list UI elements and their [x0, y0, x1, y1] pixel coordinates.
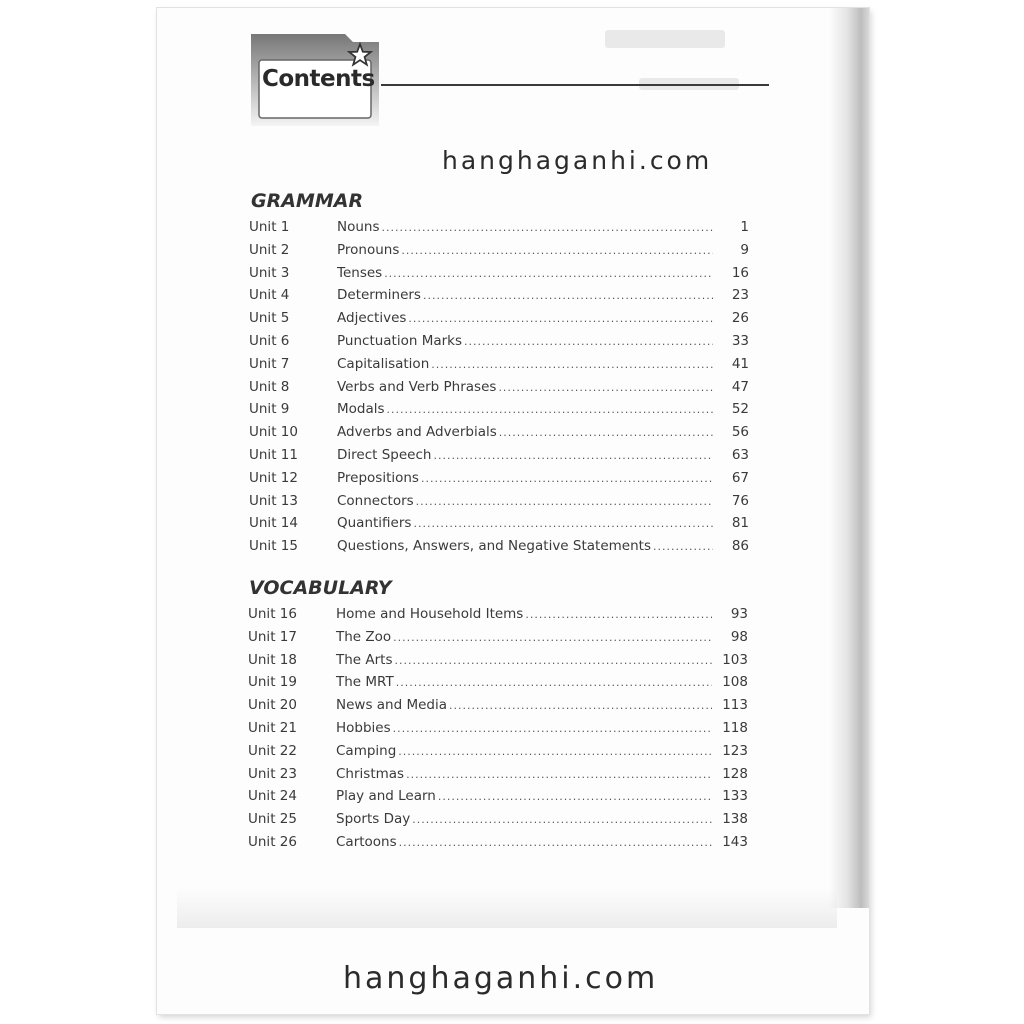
dot-leader	[396, 676, 712, 689]
toc-entry-title: News and Media	[336, 697, 448, 714]
toc-page-number: 118	[722, 719, 748, 736]
section-heading-grammar: GRAMMAR	[251, 190, 364, 212]
toc-unit-label: Unit 16	[248, 606, 297, 622]
grammar-toc-list	[249, 219, 749, 561]
toc-page-number: 1	[740, 219, 749, 235]
watermark-top: hanghaganhi.com	[442, 146, 713, 175]
toc-unit-label: Unit 6	[249, 332, 290, 349]
toc-entry	[248, 743, 748, 766]
dot-leader	[431, 358, 713, 371]
toc-entry-title: Adverbs and Adverbials	[337, 424, 497, 441]
toc-entry-title: Quantifiers	[337, 515, 412, 532]
toc-page-number: 33	[731, 332, 749, 349]
toc-unit-label: Unit 24	[248, 788, 297, 805]
toc-unit-label: Unit 18	[248, 651, 297, 668]
toc-entry	[248, 766, 748, 789]
toc-unit-label: Unit 11	[249, 446, 298, 463]
toc-page-number: 113	[722, 697, 748, 714]
toc-page-number: 23	[731, 287, 749, 304]
toc-unit-label: Unit 23	[248, 765, 297, 782]
star-icon	[347, 42, 373, 68]
toc-entry-title: Camping	[336, 742, 397, 759]
toc-unit-label: Unit 10	[249, 424, 298, 441]
toc-entry	[249, 265, 749, 288]
toc-entry-title: Cartoons	[336, 833, 397, 850]
dot-leader	[406, 768, 712, 781]
dot-leader	[408, 312, 713, 325]
toc-entry	[249, 219, 749, 242]
toc-entry	[248, 674, 748, 697]
dot-leader	[393, 722, 712, 735]
toc-entry-title: Pronouns	[337, 241, 400, 258]
toc-entry	[248, 834, 748, 857]
toc-page-number: 86	[731, 538, 749, 555]
toc-page-number: 108	[722, 674, 748, 691]
toc-entry-title: Modals	[337, 401, 385, 418]
toc-unit-label: Unit 25	[248, 811, 297, 828]
toc-entry	[249, 538, 749, 561]
toc-page-number: 143	[722, 833, 748, 850]
toc-page-number: 52	[731, 401, 749, 418]
scan-shadow-edge	[829, 8, 869, 908]
dot-leader	[438, 790, 712, 803]
toc-entry-title: Verbs and Verb Phrases	[337, 378, 497, 395]
scan-shadow-bottom	[177, 888, 837, 928]
dot-leader	[384, 267, 713, 280]
dot-leader	[398, 745, 712, 758]
toc-entry-title: Prepositions	[337, 469, 419, 486]
dot-leader	[387, 403, 713, 416]
dot-leader	[421, 472, 713, 485]
toc-entry	[249, 287, 749, 310]
toc-entry-title: The Arts	[336, 651, 393, 668]
toc-unit-label: Unit 20	[248, 697, 297, 714]
toc-page-number: 56	[731, 424, 749, 441]
toc-entry	[249, 333, 749, 356]
toc-page-number: 133	[722, 788, 748, 805]
toc-entry	[249, 379, 749, 402]
toc-unit-label: Unit 5	[249, 310, 290, 327]
dot-leader	[464, 335, 713, 348]
toc-entry	[249, 470, 749, 493]
vocabulary-toc-list	[248, 606, 748, 857]
dot-leader	[413, 517, 713, 530]
toc-page-number: 26	[731, 310, 749, 327]
toc-entry	[249, 401, 749, 424]
toc-unit-label: Unit 21	[248, 719, 297, 736]
toc-entry-title: Play and Learn	[336, 788, 436, 805]
toc-entry-title: Direct Speech	[337, 446, 432, 463]
dot-leader	[401, 244, 713, 257]
toc-entry-title: Capitalisation	[337, 355, 430, 372]
toc-page-number: 41	[731, 355, 749, 372]
toc-entry	[249, 447, 749, 470]
bleed-through-smudge	[605, 30, 725, 48]
toc-page-number: 76	[731, 492, 749, 509]
toc-page-number: 67	[731, 469, 749, 486]
toc-entry	[249, 515, 749, 538]
toc-entry	[249, 424, 749, 447]
toc-entry	[248, 788, 748, 811]
toc-unit-label: Unit 12	[249, 469, 298, 486]
toc-entry	[249, 356, 749, 379]
dot-leader	[423, 289, 713, 302]
toc-unit-label: Unit 17	[248, 628, 297, 645]
toc-page-number: 47	[731, 378, 749, 395]
dot-leader	[653, 540, 713, 553]
toc-unit-label: Unit 8	[249, 378, 290, 395]
toc-entry	[249, 493, 749, 516]
toc-entry-title: Home and Household Items	[336, 606, 524, 622]
toc-entry-title: Determiners	[337, 287, 421, 304]
toc-unit-label: Unit 9	[249, 401, 290, 418]
dot-leader	[395, 654, 712, 667]
toc-entry	[249, 310, 749, 333]
document-page	[157, 8, 869, 1014]
toc-entry-title: Punctuation Marks	[337, 332, 463, 349]
dot-leader	[525, 608, 712, 621]
toc-entry-title: Hobbies	[336, 719, 391, 736]
toc-unit-label: Unit 4	[249, 287, 290, 304]
toc-unit-label: Unit 13	[249, 492, 298, 509]
toc-page-number: 63	[731, 446, 749, 463]
toc-unit-label: Unit 3	[249, 264, 290, 281]
toc-unit-label: Unit 26	[248, 833, 297, 850]
dot-leader	[412, 813, 712, 826]
toc-unit-label: Unit 7	[249, 355, 290, 372]
toc-page-number: 98	[730, 628, 748, 645]
dot-leader	[382, 221, 713, 234]
toc-entry	[248, 652, 748, 675]
toc-page-number: 9	[740, 241, 749, 258]
toc-entry-title: Connectors	[337, 492, 414, 509]
toc-unit-label: Unit 19	[248, 674, 297, 691]
toc-page-number: 123	[722, 742, 748, 759]
dot-leader	[499, 426, 713, 439]
toc-page-number: 93	[730, 606, 748, 622]
toc-entry-title: Questions, Answers, and Negative Statements	[337, 538, 651, 555]
toc-page-number: 128	[722, 765, 748, 782]
toc-entry	[249, 242, 749, 265]
toc-unit-label: Unit 14	[249, 515, 298, 532]
toc-entry-title: Adjectives	[337, 310, 407, 327]
dot-leader	[399, 836, 712, 849]
toc-unit-label: Unit 22	[248, 742, 297, 759]
dot-leader	[498, 381, 713, 394]
header-rule	[381, 84, 769, 86]
toc-entry-title: The Zoo	[336, 628, 392, 645]
toc-entry-title: Christmas	[336, 765, 405, 782]
dot-leader	[393, 631, 712, 644]
watermark-bottom: hanghaganhi.com	[343, 961, 659, 996]
toc-entry	[248, 606, 748, 629]
toc-entry	[248, 629, 748, 652]
toc-entry-title: Tenses	[337, 264, 383, 281]
toc-entry	[248, 811, 748, 834]
toc-entry-title: Nouns	[337, 219, 380, 235]
toc-unit-label: Unit 15	[249, 538, 298, 555]
toc-entry	[248, 697, 748, 720]
dot-leader	[416, 495, 713, 508]
toc-page-number: 16	[731, 264, 749, 281]
dot-leader	[433, 449, 713, 462]
dot-leader	[449, 699, 712, 712]
toc-unit-label: Unit 1	[249, 219, 290, 235]
contents-title: Contents	[262, 66, 375, 92]
toc-entry	[248, 720, 748, 743]
toc-unit-label: Unit 2	[249, 241, 290, 258]
toc-page-number: 81	[731, 515, 749, 532]
toc-entry-title: The MRT	[336, 674, 394, 691]
section-heading-vocabulary: VOCABULARY	[249, 577, 392, 599]
toc-page-number: 103	[722, 651, 748, 668]
toc-entry-title: Sports Day	[336, 811, 411, 828]
toc-page-number: 138	[722, 811, 748, 828]
